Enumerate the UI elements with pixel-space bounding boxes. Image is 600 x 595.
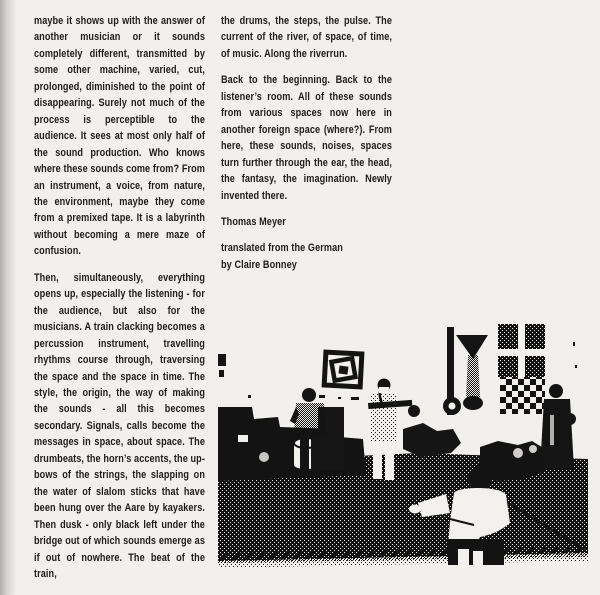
paragraph: the drums, the steps, the pulse. The current of the river, of space, of time, of music. Along the riverrun. <box>221 15 392 60</box>
paragraph: Back to the beginning. Back to the listener’s room. All of these sounds from various spaces now here in another foreign space (where?). From here, these sounds, noises, spaces turn further through the ear, the head, the fantasy, the imagination. Newly invented there. <box>221 74 392 202</box>
photo-wall-marks-left <box>218 354 226 377</box>
paragraph: maybe it shows up with the answer of another musician or it sounds completely different, transmitted by some other machine, varied, cut, prolonged, diminished to the point of disappearing. Surely not much of the process is perceptible to the audience. It sees at most only half of the sound production. Who knows where these sounds come from? From an instrument, a voice, from nature, the environment, maybe they come from a premixed tape. It is a labyrinth without becoming a mere maze of confusion. <box>34 15 205 258</box>
photo-wall-structure <box>447 324 545 415</box>
left-text-column <box>34 13 205 592</box>
page-fold-shadow <box>0 0 20 595</box>
right-text-column <box>221 13 392 283</box>
credit-line: translated from the German <box>221 242 343 255</box>
photo-checkerboard <box>500 377 545 414</box>
author-name: Thomas Meyer <box>221 215 286 228</box>
paragraph: Then, simultaneously, everything opens up, especially the listening - for the audience, but also for the musicians. A train clacking becomes a percussion instrument, travelling rhythms course through, traversing the space and the space in time. The style, the origin, the way of making the sounds - all this becomes secondary. Signals, calls become the messages in space, about space. The drumbeats, the horn’s accents, the up-bows of the strings, the slapping on the water of slalom sticks that have been hung over the Aare by kayakers. Then dusk - only black left under the bridge out of which sounds emerge as if out of nowhere. The beat of the train, <box>34 271 205 580</box>
photo-window-panel <box>498 324 545 377</box>
halftone-photo <box>218 307 588 573</box>
photo-spiral-artwork <box>319 352 362 400</box>
halftone-photo-svg <box>218 307 588 573</box>
credit-line: by Claire Bonney <box>221 258 297 271</box>
